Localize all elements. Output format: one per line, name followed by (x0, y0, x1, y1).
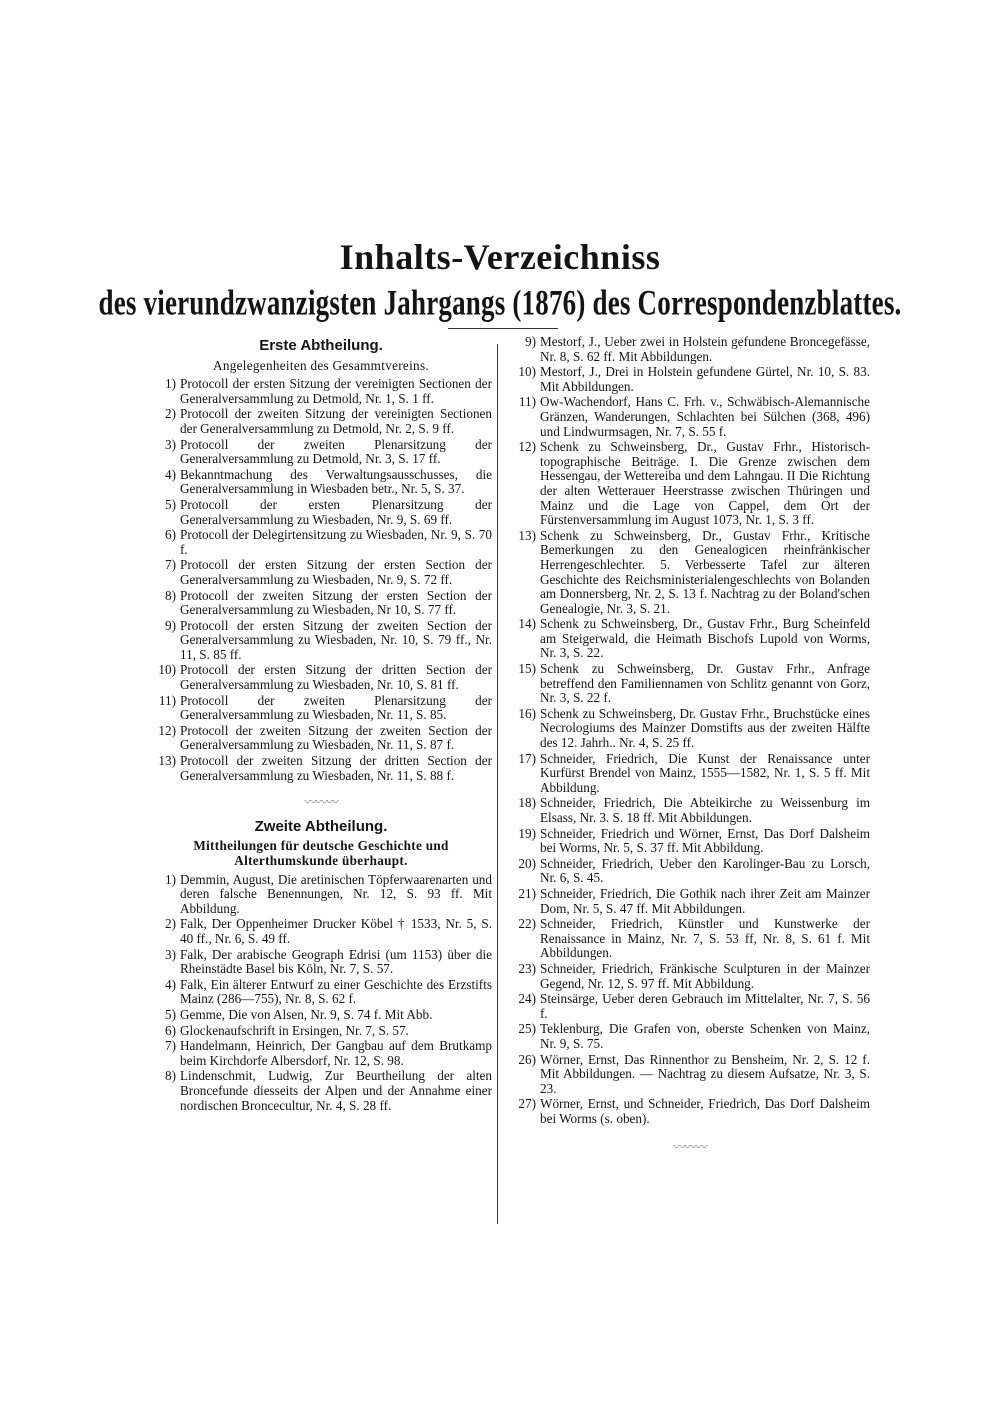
entry-number: 9) (525, 334, 536, 349)
list-item (510, 962, 870, 991)
entry-text: Lindenschmit, Ludwig, Zur Beurtheilung der alten Broncefunde diesseits der Alpen und der Annahme einer nordischen Broncecultur, Nr. 4, S. 28 ff. (180, 1068, 492, 1113)
section-1-heading: Erste Abtheilung. (259, 337, 383, 354)
entry-number: 8) (165, 1068, 176, 1084)
list-item (510, 992, 870, 1021)
entry-text: Schneider, Friedrich, Die Gothik nach ihrer Zeit am Mainzer Dom, Nr. 5, S. 47 ff. Mit Abbildungen. (540, 885, 870, 916)
entry-text: Glockenaufschrift in Ersingen, Nr. 7, S. 57. (180, 1022, 409, 1038)
entry-text: Mestorf, J., Ueber zwei in Holstein gefundene Broncegefässe, Nr. 8, S. 62 ff. Mit Abbildungen. (540, 334, 870, 364)
entry-number: 19) (518, 825, 536, 841)
entry-text: Schenk zu Schweinsberg, Dr., Gustav Frhr., Burg Scheinfeld am Steigerwald, die Heimath Bischofs Lupold von Worms, Nr. 3, S. 22. (540, 616, 870, 661)
list-item (150, 1024, 492, 1039)
entry-text: Gemme, Die von Alsen, Nr. 9, S. 74 f. Mit Abb. (180, 1006, 433, 1022)
entry-number: 25) (518, 1021, 536, 1037)
entry-number: 7) (165, 1038, 176, 1054)
list-item (150, 1069, 492, 1113)
entry-text: Falk, Der arabische Geograph Edrisi (um 1153) über die Rheinstädte Basel bis Köln, Nr. 7, S. 57. (180, 946, 492, 977)
entry-text: Schenk zu Schweinsberg, Dr. Gustav Frhr., Anfrage betreffend den Familiennamen von Schlitz genannt von Gorz, Nr. 3, S. 22 f. (540, 661, 870, 706)
list-item (150, 1039, 492, 1068)
section-2-subheading: Mittheilungen für deutsche Geschichte und Alterthumskunde überhaupt. (193, 838, 449, 868)
entry-text: Falk, Ein älterer Entwurf zu einer Geschichte des Erzstifts Mainz (286—755), Nr. 8, S. 62 f. (180, 976, 492, 1007)
entry-text: Mestorf, J., Drei in Holstein gefundene Gürtel, Nr. 10, S. 83. Mit Abbildungen. (540, 364, 870, 394)
entry-text: Schneider, Friedrich und Wörner, Ernst, Das Dorf Dalsheim bei Worms, Nr. 5, S. 37 ff. Mit Abbildung. (540, 825, 870, 856)
entry-text: Protocoll der ersten Sitzung der dritten Section der Generalversammlung zu Wiesbaden, Nr. 10, S. 81 ff. (180, 662, 492, 693)
list-item (150, 468, 492, 497)
list-item (150, 754, 492, 783)
entry-text: Protocoll der Delegirtensitzung zu Wiesbaden, Nr. 9, S. 70 f. (180, 527, 492, 557)
list-item (510, 395, 870, 439)
list-item (150, 873, 492, 917)
list-item (510, 796, 870, 825)
entry-number: 21) (518, 885, 536, 901)
section-separator-ornament: 〰〰〰 (304, 795, 338, 810)
entry-number: 20) (518, 855, 536, 871)
list-item (150, 948, 492, 977)
list-item (150, 589, 492, 618)
list-item (510, 917, 870, 961)
entry-number: 6) (165, 527, 176, 543)
entry-number: 13) (158, 753, 176, 769)
list-item (510, 1053, 870, 1097)
entry-number: 1) (165, 871, 176, 887)
list-item (150, 978, 492, 1007)
list-item (510, 887, 870, 916)
entry-text: Protocoll der zweiten Sitzung der dritten Section der Generalversammlung zu Wiesbaden, Nr. 11, S. 88 f. (180, 753, 492, 783)
entry-text: Protocoll der ersten Sitzung der ersten Section der Generalversammlung zu Wiesbaden, Nr. 9, S. 72 ff. (180, 557, 492, 587)
entry-number: 5) (165, 1006, 176, 1022)
entry-text: Protocoll der ersten Sitzung der vereinigten Sectionen der Generalversammlung zu Detmold, Nr. 1, S. 1 ff. (180, 376, 492, 406)
list-item (150, 558, 492, 587)
entry-text: Schneider, Friedrich, Die Kunst der Renaissance unter Kurfürst Brendel von Mainz, 1555—1582, Nr. 1, S. 5 ff. Mit Abbildung. (540, 750, 870, 795)
entry-text: Demmin, August, Die aretinischen Töpferwaarenarten und deren falsche Benennungen, Nr. 12, S. 93 ff. Mit Abbildung. (180, 871, 492, 916)
entry-text: Falk, Der Oppenheimer Drucker Köbel † 1533, Nr. 5, S. 40 ff., Nr. 6, S. 49 ff. (180, 916, 492, 946)
entry-text: Protocoll der zweiten Sitzung der vereinigten Sectionen der Generalversammlung zu Detmold, Nr. 2, S. 9 ff. (180, 406, 492, 436)
entry-number: 11) (158, 692, 176, 708)
entry-number: 22) (518, 916, 536, 932)
entry-text: Schneider, Friedrich, Die Abteikirche zu Weissenburg im Elsass, Nr. 3. S. 18 ff. Mit Abbildungen. (540, 795, 870, 825)
entry-number: 27) (518, 1096, 536, 1112)
entry-text: Schenk zu Schweinsberg, Dr. Gustav Frhr., Bruchstücke eines Necrologiums des Mainzer Domstifts aus der zweiten Hälfte des 12. Jahrh.. Nr. 4, S. 25 ff. (540, 705, 870, 751)
entry-text: Steinsärge, Ueber deren Gebrauch im Mittelalter, Nr. 7, S. 56 f. (540, 991, 870, 1021)
column-divider (497, 344, 498, 1224)
entry-number: 3) (165, 946, 176, 962)
list-item (150, 917, 492, 946)
entry-number: 4) (165, 466, 176, 482)
right-column (510, 335, 870, 1165)
entry-number: 14) (518, 616, 536, 632)
entry-number: 6) (165, 1022, 176, 1038)
list-item (510, 529, 870, 617)
entry-text: Schneider, Friedrich, Ueber den Karolinger-Bau zu Lorsch, Nr. 6, S. 45. (540, 855, 870, 886)
list-item (150, 694, 492, 723)
section-2-list-left (150, 873, 492, 1114)
entry-text: Handelmann, Heinrich, Der Gangbau auf dem Brutkamp beim Kirchdorfe Albersdorf, Nr. 12, S. 98. (180, 1038, 492, 1068)
entry-number: 24) (518, 991, 536, 1007)
list-item (150, 498, 492, 527)
entry-text: Bekanntmachung des Verwaltungsausschusses, die Generalversammlung in Wiesbaden betr., Nr. 5, S. 37. (180, 466, 492, 497)
list-item (150, 377, 492, 406)
entry-text: Wörner, Ernst, Das Rinnenthor zu Bensheim, Nr. 2, S. 12 f. Mit Abbildungen. — Nachtrag zu diesem Aufsatze, Nr. 3, S. 23. (540, 1051, 870, 1096)
section-1-subheading: Angelegenheiten des Gesammtvereins. (213, 357, 429, 373)
list-item (150, 663, 492, 692)
list-item (510, 752, 870, 796)
entry-number: 12) (158, 722, 176, 738)
list-item (150, 1008, 492, 1023)
entry-number: 15) (518, 661, 536, 677)
list-item (510, 662, 870, 706)
entry-text: Teklenburg, Die Grafen von, oberste Schenken von Mainz, Nr. 9, S. 75. (540, 1021, 870, 1051)
entry-number: 26) (518, 1051, 536, 1067)
list-item (150, 619, 492, 663)
section-1-list (150, 377, 492, 783)
entry-number: 12) (518, 439, 536, 455)
entry-number: 1) (165, 376, 176, 392)
list-item (510, 707, 870, 751)
entry-text: Protocoll der zweiten Sitzung der zweiten Section der Generalversammlung zu Wiesbaden, Nr. 11, S. 87 f. (180, 722, 492, 753)
entry-text: Protocoll der zweiten Plenarsitzung der Generalversammlung zu Detmold, Nr. 3, S. 17 ff. (180, 436, 492, 467)
entry-text: Schneider, Friedrich, Künstler und Kunstwerke der Renaissance in Mainz, Nr. 7, S. 53 ff, Nr. 8, S. 61 f. Mit Abbildungen. (540, 916, 870, 961)
entry-number: 17) (518, 750, 536, 766)
entry-number: 7) (165, 557, 176, 573)
entry-number: 3) (165, 436, 176, 452)
entry-number: 18) (518, 795, 536, 811)
list-item (510, 617, 870, 661)
page-subtitle: des vierundzwanzigsten Jahrgangs (1876) des Correspondenzblattes. (98, 282, 902, 323)
list-item (510, 440, 870, 528)
entry-text: Protocoll der ersten Sitzung der zweiten Section der Generalversammlung zu Wiesbaden, Nr. 10, S. 79 ff., Nr. 11, S. 85 ff. (180, 617, 492, 662)
list-item (150, 724, 492, 753)
list-item (150, 528, 492, 557)
list-item (510, 335, 870, 364)
entry-number: 2) (165, 916, 176, 932)
list-item (510, 365, 870, 394)
entry-text: Schneider, Friedrich, Fränkische Sculpturen in der Mainzer Gegend, Nr. 12, S. 97 ff. Mit Abbildung. (540, 960, 870, 991)
list-item (150, 438, 492, 467)
left-column (150, 335, 492, 1114)
entry-number: 10) (518, 364, 536, 380)
entry-text: Schenk zu Schweinsberg, Dr., Gustav Frhr., Historisch-topographische Beiträge. I. Die Grenze zwischen dem Hessengau, der Wettereiba und dem Lahngau. II Die Richtung der alten Wetterauer Heerstrasse zwischen Thüringen und Mainz und die Lage von Cappel, dem Ort der Fürstenversammlung im August 1073, Nr. 1, S. 3 ff. (540, 439, 870, 528)
entry-number: 2) (165, 406, 176, 422)
entry-text: Wörner, Ernst, und Schneider, Friedrich, Das Dorf Dalsheim bei Worms (s. oben). (540, 1096, 870, 1126)
entry-text: Protocoll der ersten Plenarsitzung der Generalversammlung zu Wiesbaden, Nr. 9, S. 69 ff. (180, 496, 492, 527)
entry-text: Ow-Wachendorf, Hans C. Frh. v., Schwäbisch-Alemannische Gränzen, Wanderungen, Schlachten bei Sülchen (368, 496) und Lindwurmsagen, Nr. 7, S. 55 f. (540, 394, 870, 439)
list-item (510, 1022, 870, 1051)
entry-number: 13) (518, 527, 536, 543)
list-item (510, 1097, 870, 1126)
title-rule (448, 328, 558, 329)
entry-text: Protocoll der zweiten Sitzung der ersten Section der Generalversammlung zu Wiesbaden, Nr 10, S. 77 ff. (180, 587, 492, 618)
section-2-list-right (510, 335, 870, 1126)
entry-number: 8) (165, 587, 176, 603)
entry-number: 4) (165, 976, 176, 992)
list-item (510, 827, 870, 856)
page-title: Inhalts-Verzeichniss (339, 237, 661, 277)
entry-number: 23) (518, 960, 536, 976)
entry-number: 5) (165, 496, 176, 512)
entry-text: Protocoll der zweiten Plenarsitzung der Generalversammlung zu Wiesbaden, Nr. 11, S. 85. (180, 692, 492, 723)
entry-text: Schenk zu Schweinsberg, Dr., Gustav Frhr., Kritische Bemerkungen zu den Genealogicen rheinfränkischer Herrengeschlechter. 5. Verbesserte Tafel zur älteren Geschichte des Reichsministerialengeschlechts von Bolanden am Donnersberg, Nr. 2, S. 13 f. Nachtrag zu der Boland'schen Genealogie, Nr. 3, S. 21. (540, 527, 870, 616)
entry-number: 9) (165, 617, 176, 633)
entry-number: 11) (518, 394, 536, 410)
entry-number: 10) (158, 662, 176, 678)
entry-number: 16) (518, 705, 536, 721)
list-item (510, 857, 870, 886)
section-2-heading: Zweite Abtheilung. (254, 817, 388, 835)
end-ornament: 〰〰〰 (673, 1140, 707, 1155)
list-item (150, 407, 492, 436)
